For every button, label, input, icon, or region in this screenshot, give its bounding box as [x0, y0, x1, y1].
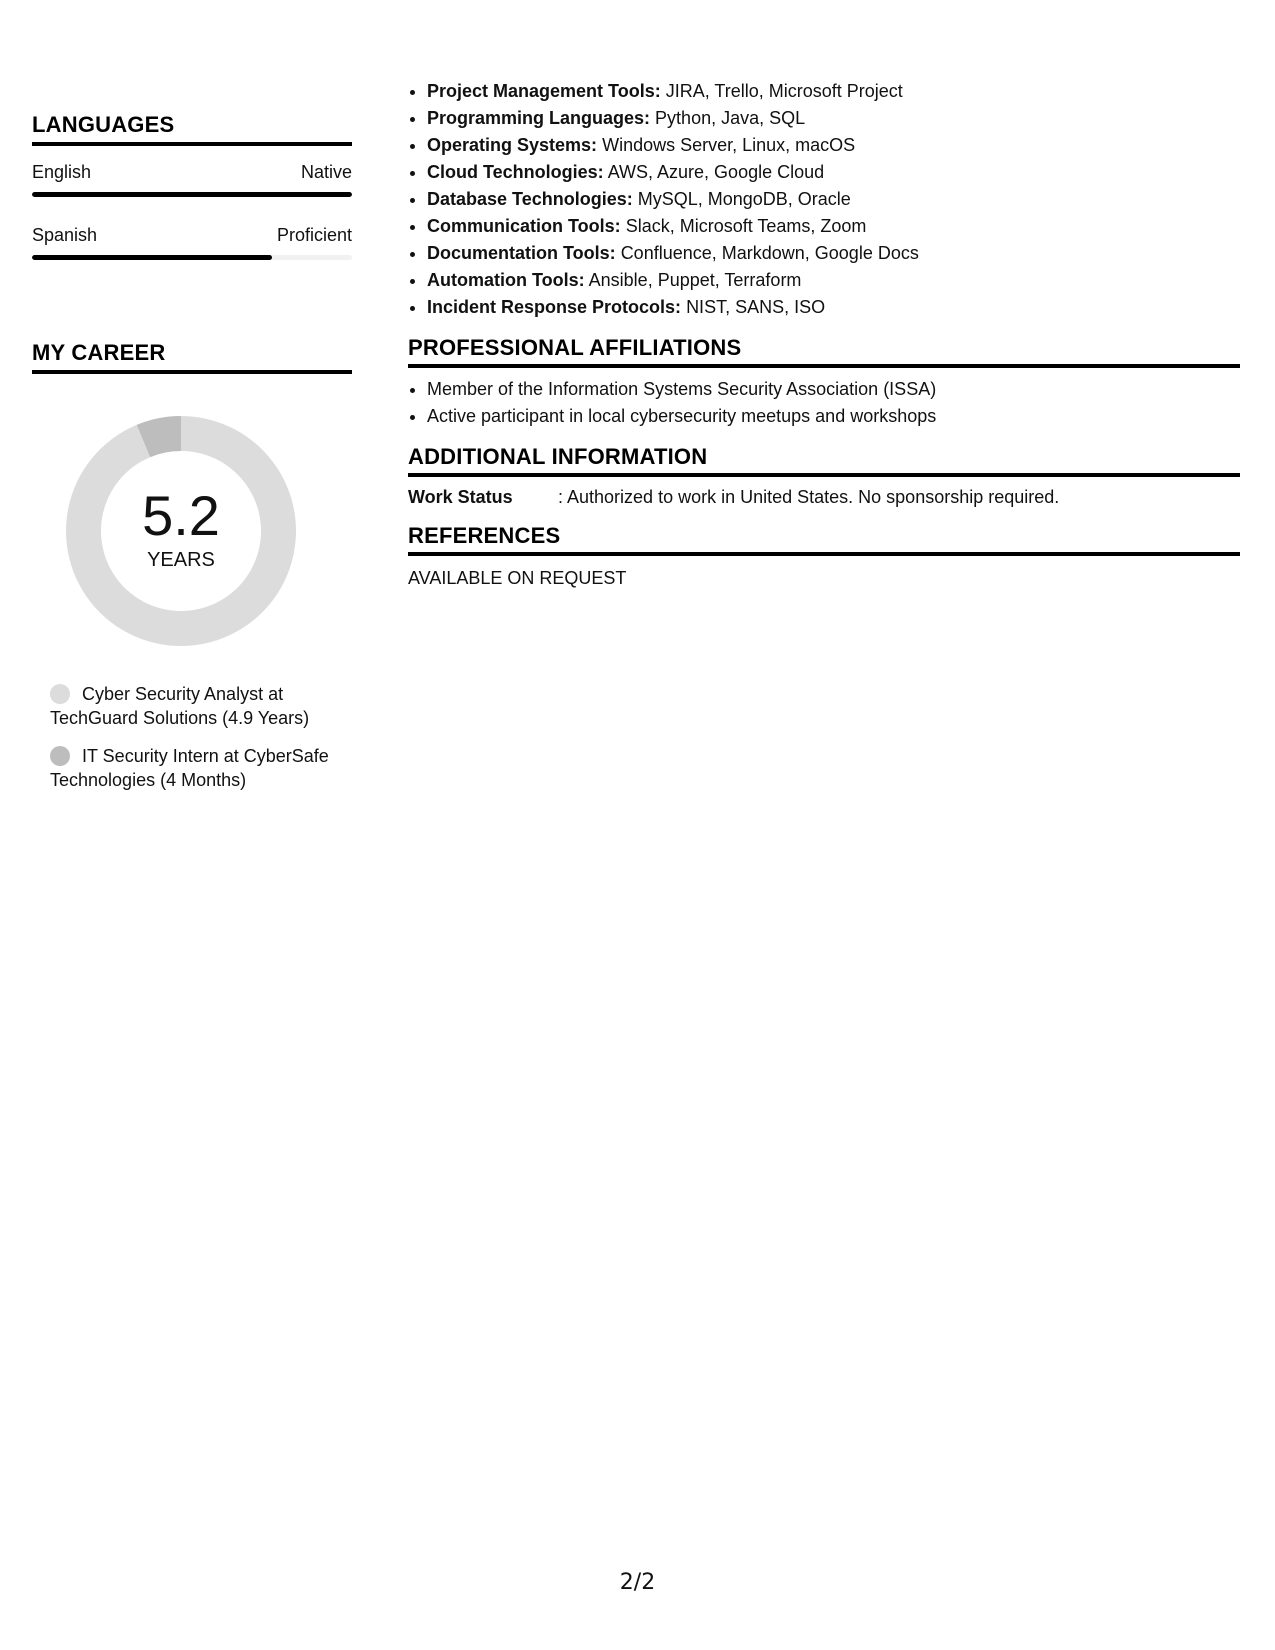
- career-heading: MY CAREER: [32, 340, 352, 374]
- skill-item: [427, 294, 1240, 321]
- skill-item: [427, 186, 1240, 213]
- affiliations-heading: PROFESSIONAL AFFILIATIONS: [408, 335, 1240, 368]
- language-level: Native: [300, 162, 352, 182]
- skill-value: NIST, SANS, ISO: [686, 297, 826, 317]
- legend-dot-icon: [50, 684, 70, 704]
- language-proficiency-fill: [32, 192, 352, 197]
- skill-value: JIRA, Trello, Microsoft Project: [665, 81, 903, 101]
- left-column: [32, 100, 352, 806]
- skill-name: Automation Tools:: [427, 270, 585, 290]
- career-total-value: 5.2: [142, 484, 220, 547]
- skill-item: [427, 159, 1240, 186]
- work-status-value: : Authorized to work in United States. No sponsorship required.: [558, 487, 1060, 507]
- language-proficiency-fill: [32, 255, 272, 260]
- work-status-row: [408, 485, 1240, 509]
- skill-name: Project Management Tools:: [427, 81, 661, 101]
- skill-name: Incident Response Protocols:: [427, 297, 682, 317]
- language-level: Proficient: [276, 225, 352, 245]
- skill-item: [427, 240, 1240, 267]
- skill-name: Database Technologies:: [427, 189, 633, 209]
- references-text: AVAILABLE ON REQUEST: [408, 568, 627, 588]
- skill-value: Python, Java, SQL: [655, 108, 806, 128]
- career-donut-chart: [66, 416, 296, 646]
- skill-name: Communication Tools:: [427, 216, 621, 236]
- references-section: [408, 523, 1240, 590]
- work-status-label: Work Status: [408, 487, 513, 507]
- languages-section: [32, 112, 352, 260]
- career-legend-label: IT Security Intern at CyberSafe Technologies (4 Months): [50, 746, 329, 790]
- skill-value: Confluence, Markdown, Google Docs: [620, 243, 919, 263]
- career-legend-label: Cyber Security Analyst at TechGuard Solutions (4.9 Years): [50, 684, 310, 728]
- language-proficiency-bar: [32, 192, 352, 197]
- skill-value: Ansible, Puppet, Terraform: [588, 270, 802, 290]
- skill-item: [427, 78, 1240, 105]
- skills-list: [408, 78, 1240, 321]
- skill-item: [427, 132, 1240, 159]
- career-legend-item: [50, 744, 340, 792]
- page-number: 2/2: [619, 1570, 656, 1595]
- career-section: [32, 340, 352, 792]
- skill-value: Slack, Microsoft Teams, Zoom: [625, 216, 867, 236]
- skill-name: Operating Systems:: [427, 135, 598, 155]
- legend-dot-icon: [50, 746, 70, 766]
- right-column: [408, 78, 1240, 590]
- career-legend-item: [50, 682, 340, 730]
- career-total-unit: YEARS: [147, 549, 215, 571]
- skill-name: Documentation Tools:: [427, 243, 616, 263]
- skill-value: AWS, Azure, Google Cloud: [607, 162, 825, 182]
- skill-item: [427, 105, 1240, 132]
- language-item-english: [32, 160, 352, 197]
- skill-value: MySQL, MongoDB, Oracle: [637, 189, 851, 209]
- affiliations-list: [408, 376, 1240, 430]
- affiliations-section: [408, 335, 1240, 430]
- donut-center: [66, 486, 296, 572]
- skill-item: [427, 213, 1240, 240]
- affiliation-item: • Active participant in local cybersecurity meetups and workshops: [427, 403, 1240, 430]
- languages-heading: LANGUAGES: [32, 112, 352, 146]
- language-name: English: [32, 162, 92, 182]
- skill-name: Cloud Technologies:: [427, 162, 604, 182]
- skill-item: [427, 267, 1240, 294]
- skill-value: Windows Server, Linux, macOS: [602, 135, 856, 155]
- career-legend: [50, 682, 340, 792]
- affiliation-item: • Member of the Information Systems Security Association (ISSA): [427, 376, 1240, 403]
- language-item-spanish: [32, 223, 352, 260]
- additional-info-section: [408, 444, 1240, 509]
- language-proficiency-bar: [32, 255, 352, 260]
- skill-name: Programming Languages:: [427, 108, 651, 128]
- additional-info-heading: ADDITIONAL INFORMATION: [408, 444, 1240, 477]
- references-heading: REFERENCES: [408, 523, 1240, 556]
- language-name: Spanish: [32, 225, 98, 245]
